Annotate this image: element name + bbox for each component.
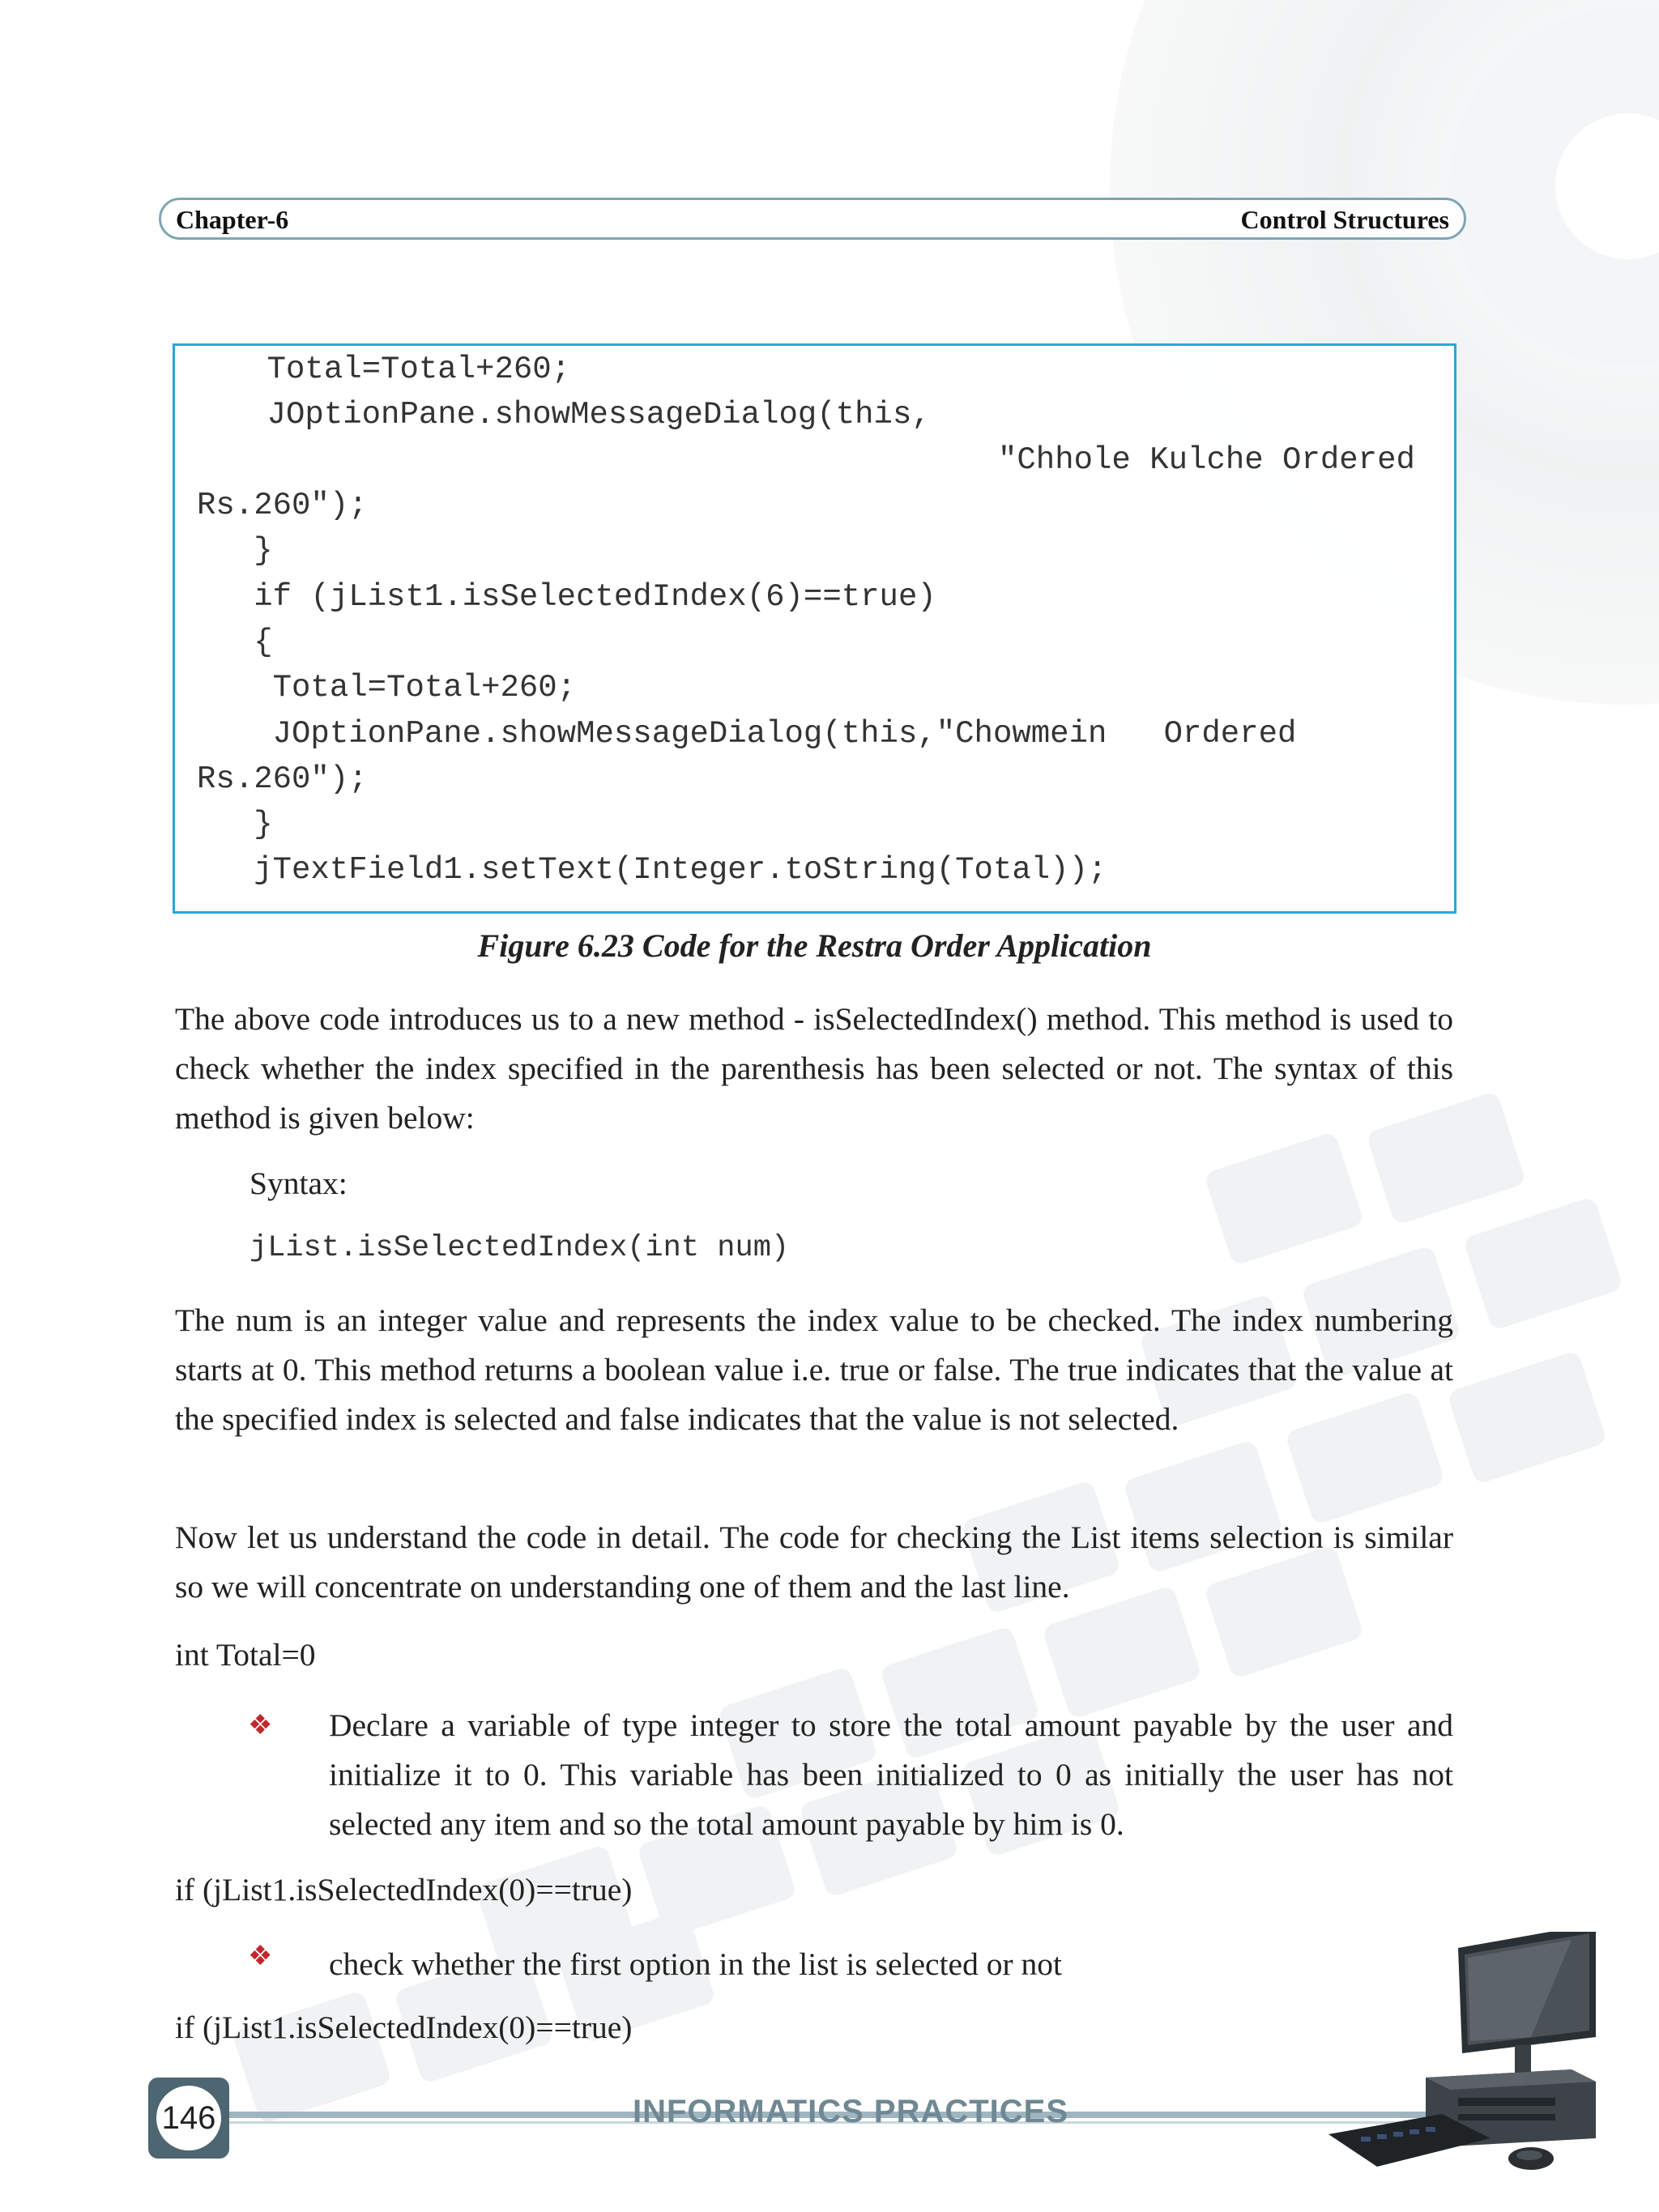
code-line: Rs.260");	[197, 761, 368, 797]
detail-paragraph: Now let us understand the code in detail. The code for checking the List items selection is similar so we will concentrate on understanding one of them and the last line.	[175, 1519, 1453, 1605]
code-line: Total=Total+260;	[197, 670, 577, 705]
chapter-label: Chapter-6	[176, 205, 289, 234]
bullet-icon: ❖	[248, 1941, 273, 1971]
code-line: jTextField1.setText(Integer.toString(Total));	[197, 852, 1107, 888]
intro-paragraph: The above code introduces us to a new method - isSelectedIndex() method. This method is used to check whether the index specified in the parenthesis has been selected or not. The syntax of this method is given below:	[175, 1001, 1453, 1136]
code-statement: if (jList1.isSelectedIndex(0)==true)	[175, 1872, 633, 1907]
code-listing	[173, 343, 1456, 914]
code-line: JOptionPane.showMessageDialog(this,"Chowmein Ordered	[197, 716, 1297, 752]
bullet-item: Declare a variable of type integer to store the total amount payable by the user and initialize it to 0. This variable has been initialized to 0 as initially the user has not selected any item and so the total amount payable by him is 0.	[329, 1707, 1453, 1842]
section-title: Control Structures	[1240, 205, 1449, 234]
code-line: {	[197, 624, 273, 660]
bullet-item: check whether the first option in the list is selected or not	[329, 1946, 1062, 1982]
syntax-code: jList.isSelectedIndex(int num)	[249, 1231, 790, 1265]
code-line: Total=Total+260;	[191, 352, 571, 387]
code-statement: if (jList1.isSelectedIndex(0)==true)	[175, 2010, 633, 2045]
figure-caption: Figure 6.23 Code for the Restra Order Application	[477, 927, 1152, 964]
chapter-header	[159, 198, 1466, 240]
code-statement: int Total=0	[175, 1637, 316, 1673]
bullet-icon: ❖	[248, 1711, 273, 1741]
book-title: INFORMATICS PRACTICES	[632, 2094, 1069, 2129]
code-line: }	[197, 807, 273, 842]
num-explanation-paragraph: The num is an integer value and represents the index value to be checked. The index numbering starts at 0. This method returns a boolean value i.e. true or false. The true indicates that the value at the specified index is selected and false indicates that the value is not selected.	[175, 1302, 1453, 1437]
code-line: "Chhole Kulche Ordered	[998, 442, 1415, 478]
code-line: }	[197, 533, 273, 569]
syntax-label: Syntax:	[249, 1166, 348, 1201]
code-line: Rs.260");	[197, 488, 368, 523]
code-line: JOptionPane.showMessageDialog(this,	[191, 397, 931, 433]
computer-illustration	[1328, 1932, 1604, 2175]
page-number: 146	[156, 2086, 221, 2150]
page-number-badge	[148, 2078, 229, 2159]
code-line: if (jList1.isSelectedIndex(6)==true)	[197, 579, 936, 615]
